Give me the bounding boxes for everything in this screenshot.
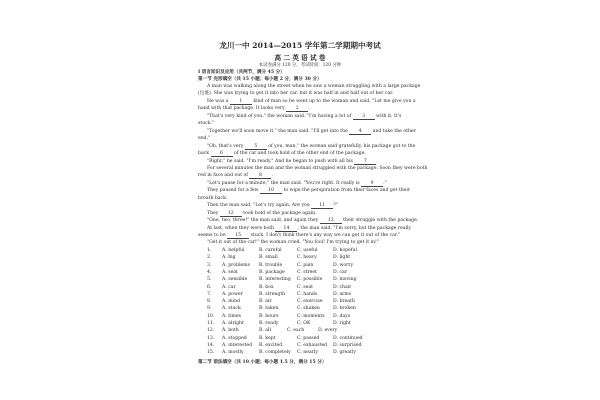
option-c: C. pain	[297, 262, 314, 268]
section1-heading: 第一节 完形填空（共 15 小题；每小题 2 分，满分 30 分）	[198, 77, 322, 82]
passage-line	[207, 99, 416, 105]
option-a: A. times	[222, 313, 241, 319]
option-b: B. strength	[259, 291, 286, 297]
blank-number: 15	[227, 233, 249, 239]
option-c: C. seat	[297, 284, 313, 290]
passage-text: with it. It's	[374, 113, 402, 119]
blank-number: 11	[311, 203, 333, 209]
passage-text: "One, two, three!" the man said, and again they	[207, 218, 320, 224]
blank-number: 14	[275, 226, 297, 232]
option-c: C. exercise	[297, 299, 323, 305]
option-a: A. big	[222, 255, 236, 261]
passage-line	[207, 159, 378, 165]
option-c: C. OK	[297, 321, 311, 326]
option-a: A. power	[222, 291, 243, 297]
question-number: 11.	[207, 321, 215, 326]
exam-subtitle: 高 二 英 语 试 卷	[274, 54, 326, 62]
passage-text: and take the other	[371, 128, 416, 134]
passage-text: .	[271, 173, 273, 179]
passage-text: "Let's pause for a minute," the man said. "You're right. It really is	[207, 180, 362, 186]
option-b: B. package	[259, 269, 285, 275]
option-a: A. alright	[222, 321, 244, 326]
option-d: D. right	[333, 321, 351, 326]
option-b: B. trouble	[259, 262, 283, 268]
option-a: A. seat	[222, 269, 238, 275]
passage-text: red in face and out of	[198, 173, 250, 179]
option-b: B. hours	[259, 313, 279, 319]
option-a: A. car	[222, 284, 236, 290]
passage-line	[207, 226, 411, 232]
question-number: 3.	[207, 262, 212, 268]
option-a: A. both	[222, 328, 239, 334]
option-d: D. worry	[333, 262, 354, 268]
passage-line	[207, 211, 317, 217]
passage-text: stuck."	[198, 121, 215, 127]
blank-number: 2	[286, 106, 308, 112]
passage-text: "Oh, that's very	[207, 143, 245, 149]
passage-text: seems to be	[198, 233, 228, 238]
passage-text: .	[376, 158, 378, 164]
passage-text: to wipe the perspiration from their faces and get their	[282, 188, 411, 194]
question-number: 4.	[207, 269, 212, 275]
blank-number: 3	[353, 114, 375, 120]
passage-text: ?"	[333, 203, 338, 209]
passage-line	[198, 196, 227, 202]
passage-text: "Right," he said. "I'm ready." And he began to push with all his	[207, 158, 355, 164]
option-c: C. street	[297, 269, 317, 275]
option-d: D. breath	[333, 299, 355, 305]
blank-number: 5	[245, 144, 267, 150]
passage-text: stuck. I don't think there's any way we can get it out of the car."	[249, 233, 401, 238]
passage-text: They	[207, 210, 220, 216]
option-c: C. nearly	[297, 350, 318, 356]
option-d: D. continued	[333, 335, 363, 341]
question-number: 14.	[207, 342, 215, 348]
passage-text: Then the man said, "Let's try again. Are you	[207, 203, 312, 209]
option-b: B. ready	[259, 321, 279, 326]
option-c: C. passed	[297, 335, 320, 341]
passage-text: end."	[198, 136, 211, 142]
option-d: D. broken	[333, 306, 356, 312]
exam-info: 本试卷满分 120 分，考试时间：120 分钟	[258, 63, 342, 68]
question-number: 15.	[207, 350, 215, 356]
option-b: B. careful	[259, 248, 282, 253]
question-number: 2.	[207, 255, 212, 261]
passage-line	[207, 114, 401, 120]
passage-line	[198, 106, 310, 112]
passage-text: kind of man so he went up to the woman and said, "Let me give you a	[251, 98, 416, 104]
blank-number: 10	[260, 188, 282, 194]
passage-text: (包裹). She was trying to get it into her car, but it was half in and half out of her car.	[198, 91, 394, 97]
passage-line	[207, 203, 338, 209]
section2-heading: 第二节 语法填空（共 10 小题；每小题 1.5 分，满分 15 分）	[198, 359, 327, 365]
blank-number: 8	[249, 173, 271, 179]
passage-line	[207, 240, 379, 246]
passage-text: , the man said, "I'm sorry, but the package really	[297, 225, 412, 231]
passage-line	[198, 121, 214, 127]
option-c: C. exhausted	[297, 342, 328, 348]
passage-text: of the car and took hold of the other end of the package.	[232, 151, 366, 157]
passage-line	[198, 173, 273, 179]
passage-text: hand with that package. It looks very	[198, 106, 287, 112]
option-b: B. kept	[259, 335, 276, 341]
option-d: D. light	[333, 255, 351, 261]
option-c: C. hands	[297, 291, 318, 297]
question-number: 9.	[207, 306, 212, 312]
option-a: A. mind	[222, 299, 240, 305]
option-b: B. air	[259, 299, 272, 305]
option-d: D. moving	[333, 277, 357, 283]
passage-line	[198, 151, 366, 157]
passage-text: took hold of the package again.	[241, 210, 317, 216]
option-b: B. box	[259, 284, 274, 290]
option-a: A. stuck	[222, 306, 241, 312]
option-b: B. completely	[259, 350, 291, 356]
passage-line	[207, 144, 415, 150]
passage-text: He was a	[207, 98, 230, 104]
passage-line	[207, 129, 416, 135]
passage-text: "Get it out of the car!" the woman cried. "You fool! I'm trying to get it in!"	[207, 240, 379, 246]
option-c: C. shaken	[297, 306, 320, 312]
passage-text: At last, when they were both	[207, 225, 276, 231]
option-d: D. surprised	[333, 342, 362, 348]
passage-line	[207, 188, 410, 194]
passage-text: breath back.	[198, 195, 228, 201]
option-c: C. each	[287, 328, 305, 334]
option-c: C. moments	[297, 313, 325, 319]
question-number: 8.	[207, 299, 212, 305]
question-number: 5.	[207, 277, 212, 283]
option-b: B. small	[259, 255, 278, 261]
option-b: B. taken	[259, 306, 279, 312]
question-number: 6.	[207, 284, 212, 290]
exam-title: 龙川一中 2014—2015 学年第二学期期中考试	[219, 41, 381, 50]
option-d: D. chair	[333, 284, 352, 290]
part1-heading: I 语言知识及应用（共两节，满分 45 分）	[198, 70, 285, 75]
option-d: D. hopeful	[333, 248, 357, 253]
passage-line	[198, 91, 393, 97]
option-b: B. excited	[259, 342, 283, 348]
question-number: 12.	[207, 328, 215, 334]
passage-line	[207, 218, 418, 224]
passage-line	[207, 84, 420, 90]
passage-text: "Together we'll soon move it," the man said. "I'll get into the	[207, 128, 350, 134]
blank-number: 1	[230, 99, 252, 105]
option-d: D. car	[333, 269, 347, 275]
question-number: 7.	[207, 291, 212, 297]
blank-number: 13	[320, 218, 342, 224]
passage-line	[207, 181, 387, 187]
option-b: B. all	[259, 328, 271, 334]
blank-number: 9	[361, 181, 383, 187]
blank-number: 7	[354, 159, 376, 165]
question-number: 10.	[207, 313, 215, 319]
passage-text: .	[308, 106, 310, 112]
option-d: D. every	[318, 328, 338, 334]
passage-text: of you, man," the woman said gratefully, his package got to the	[266, 143, 416, 149]
option-c: C. possible	[297, 277, 323, 283]
option-a: A. helpful	[222, 248, 245, 253]
option-b: B. interesting	[259, 277, 291, 283]
passage-text: A man was walking along the street when he saw a woman struggling with a large package	[207, 84, 421, 89]
option-a: A. stopped	[222, 335, 247, 341]
passage-text: ."	[383, 180, 387, 186]
passage-text: They paused for a few	[207, 188, 261, 194]
blank-number: 6	[211, 151, 233, 157]
option-d: D. greatly	[333, 350, 356, 356]
option-a: A. interested	[222, 342, 253, 348]
passage-text: back	[198, 151, 211, 157]
option-a: A. sensible	[222, 277, 248, 283]
option-a: A. mostly	[222, 350, 244, 356]
passage-line	[198, 233, 400, 239]
blank-number: 12	[220, 211, 242, 217]
option-a: A. problems	[222, 262, 250, 268]
option-d: D. arms	[333, 291, 352, 297]
passage-text: "That's very kind of you," the woman said. "I'm having a lot of	[207, 113, 353, 119]
option-c: C. useful	[297, 248, 318, 253]
blank-number: 4	[349, 129, 371, 135]
option-c: C. heavy	[297, 255, 317, 261]
passage-line	[198, 136, 210, 142]
question-number: 13.	[207, 335, 215, 341]
question-number: 1.	[207, 248, 212, 253]
passage-text: For several minutes the man and the woman struggled with the package. Soon they were both	[207, 165, 428, 171]
option-d: D. days	[333, 313, 351, 319]
passage-line	[207, 166, 428, 172]
passage-text: their struggle with the package.	[341, 218, 419, 224]
